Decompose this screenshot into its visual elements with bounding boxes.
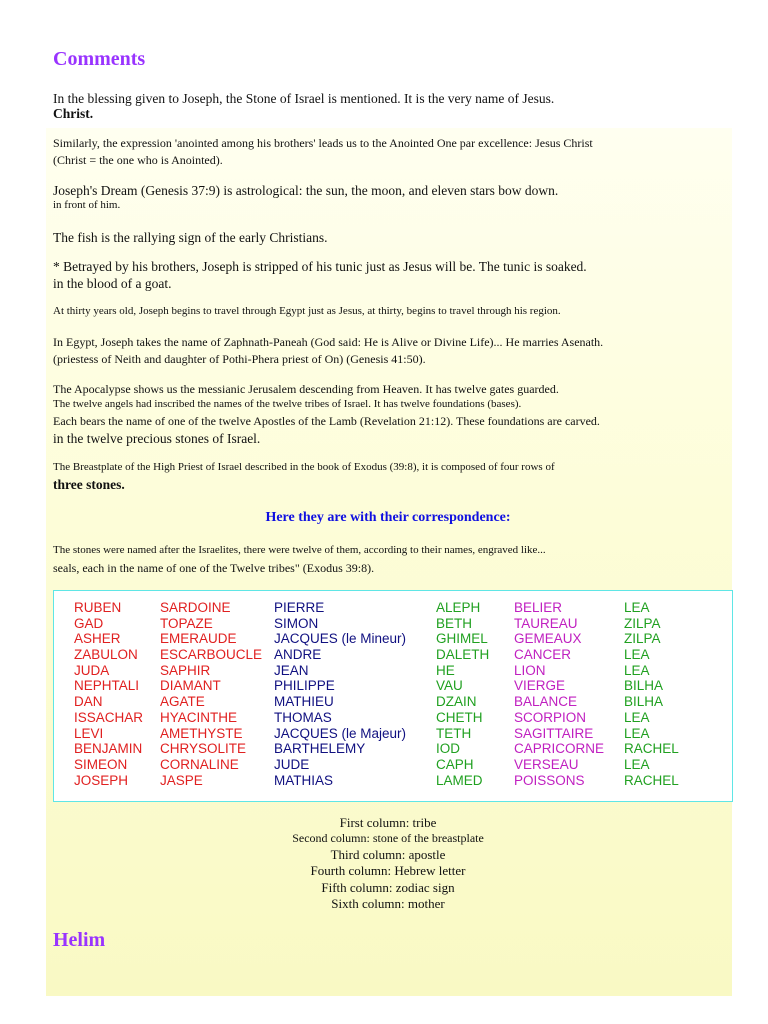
legend-line: Second column: stone of the breastplate	[292, 831, 484, 845]
table-cell: LEA	[624, 725, 650, 741]
table-cell: LEA	[624, 709, 650, 725]
table-cell: LAMED	[436, 772, 483, 788]
paragraph-text: * Betrayed by his brothers, Joseph is stripped of his tunic just as Jesus will be. The tunic is soaked.	[53, 259, 587, 274]
legend-line: Third column: apostle	[330, 847, 446, 862]
table-cell: LEA	[624, 647, 650, 663]
paragraph-text: seals, each in the name of one of the Twelve tribes" (Exodus 39:8).	[53, 561, 375, 575]
table-cell: HYACINTHE	[160, 709, 238, 725]
table-cell: DIAMANT	[160, 678, 221, 694]
legend-line: Fifth column: zodiac sign	[321, 880, 455, 895]
paragraph-text: in the twelve precious stones of Israel.	[53, 431, 261, 446]
comments-heading: Comments	[53, 48, 146, 70]
table-cell: TAUREAU	[514, 615, 578, 631]
table-cell: VERSEAU	[514, 756, 579, 772]
table-cell: BARTHELEMY	[274, 741, 366, 757]
table-cell: LEA	[624, 600, 650, 615]
table-cell: SIMON	[274, 615, 319, 631]
table-cell: NEPHTALI	[74, 678, 140, 694]
table-cell: JEAN	[274, 662, 309, 678]
table-cell: LION	[514, 662, 546, 678]
paragraph-text: three stones.	[53, 477, 125, 492]
helim-heading: Helim	[53, 929, 106, 951]
table-cell: SARDOINE	[160, 600, 231, 615]
table-cell: RACHEL	[624, 772, 679, 788]
zodiac-column	[514, 600, 604, 788]
hebrew-letters-column	[436, 600, 489, 788]
table-cell: JACQUES (le Majeur)	[274, 725, 407, 741]
table-cell: AGATE	[160, 694, 205, 710]
table-cell: LEA	[624, 662, 650, 678]
table-cell: ZILPA	[624, 615, 661, 631]
table-cell: ZABULON	[74, 647, 138, 663]
table-cell: GAD	[74, 615, 104, 631]
stones-column	[160, 600, 262, 788]
legend-line: Fourth column: Hebrew letter	[310, 863, 466, 878]
table-cell: JUDE	[274, 756, 310, 772]
paragraph-text: At thirty years old, Joseph begins to travel through Egypt just as Jesus, at thirty, begins to travel through his region.	[53, 305, 561, 317]
table-cell: AMETHYSTE	[160, 725, 243, 741]
table-cell: POISSONS	[514, 772, 585, 788]
intro-line-bold: Christ.	[53, 106, 94, 121]
table-cell: CORNALINE	[160, 756, 239, 772]
table-cell: DALETH	[436, 647, 490, 663]
table-cell: SCORPION	[514, 709, 587, 725]
paragraph-text: in front of him.	[53, 199, 121, 211]
legend-line: Sixth column: mother	[331, 896, 445, 911]
table-cell: BETH	[436, 615, 473, 631]
table-cell: JACQUES (le Mineur)	[274, 631, 407, 647]
table-cell: HE	[436, 662, 455, 678]
table-cell: ASHER	[74, 631, 121, 647]
tribes-column	[74, 600, 143, 788]
mothers-column	[624, 600, 679, 788]
intro-line: In the blessing given to Joseph, the Stone of Israel is mentioned. It is the very name of Jesus.	[53, 91, 555, 106]
paragraph-text: The stones were named after the Israelites, there were twelve of them, according to their names, engraved like...	[53, 544, 546, 556]
table-cell: THOMAS	[274, 709, 332, 725]
table-cell: ALEPH	[436, 600, 481, 615]
apostles-column	[274, 600, 406, 788]
table-cell: CHETH	[436, 709, 483, 725]
table-cell: SAPHIR	[160, 662, 211, 678]
table-cell: BELIER	[514, 600, 563, 615]
table-cell: ZILPA	[624, 631, 661, 647]
table-cell: SAGITTAIRE	[514, 725, 594, 741]
table-cell: JOSEPH	[74, 772, 129, 788]
paragraph-text: (Christ = the one who is Anointed).	[53, 153, 223, 167]
table-cell: CAPH	[436, 756, 474, 772]
legend-line: First column: tribe	[339, 815, 437, 830]
table-cell: VAU	[436, 678, 463, 694]
table-cell: ISSACHAR	[74, 709, 144, 725]
table-cell: JASPE	[160, 772, 203, 788]
paragraph-text: In Egypt, Joseph takes the name of Zaphnath-Paneah (God said: He is Alive or Divine Life)... He marries Asenath.	[53, 335, 604, 349]
table-cell: MATHIAS	[274, 772, 334, 788]
table-cell: GEMEAUX	[514, 631, 582, 647]
table-cell: ESCARBOUCLE	[160, 647, 263, 663]
paragraph-text: The twelve angels had inscribed the names of the twelve tribes of Israel. It has twelve foundations (bases).	[53, 398, 522, 410]
paragraph-text: The Apocalypse shows us the messianic Jerusalem descending from Heaven. It has twelve gates guarded.	[53, 382, 559, 396]
table-cell: BALANCE	[514, 694, 578, 710]
table-cell: MATHIEU	[274, 694, 334, 710]
table-cell: PHILIPPE	[274, 678, 335, 694]
table-cell: SIMEON	[74, 756, 128, 772]
paragraph-text: The Breastplate of the High Priest of Israel described in the book of Exodus (39:8), it is composed of four rows of	[53, 461, 555, 473]
table-cell: LEVI	[74, 725, 104, 741]
paragraph-text: in the blood of a goat.	[53, 276, 172, 291]
correspondence-heading: Here they are with their correspondence:	[265, 510, 511, 525]
paragraph-text: The fish is the rallying sign of the early Christians.	[53, 230, 328, 245]
table-cell: BILHA	[624, 694, 664, 710]
correspondence-table	[53, 590, 733, 802]
table-cell: ANDRE	[274, 647, 322, 663]
table-cell: JUDA	[74, 662, 110, 678]
table-cell: VIERGE	[514, 678, 566, 694]
table-cell: EMERAUDE	[160, 631, 237, 647]
table-cell: TETH	[436, 725, 472, 741]
table-cell: BILHA	[624, 678, 664, 694]
table-cell: GHIMEL	[436, 631, 488, 647]
paragraph-text: Each bears the name of one of the twelve Apostles of the Lamb (Revelation 21:12). These foundations are carved.	[53, 414, 600, 428]
table-cell: LEA	[624, 756, 650, 772]
table-cell: CANCER	[514, 647, 572, 663]
table-cell: TOPAZE	[160, 615, 213, 631]
paragraph-text: Joseph's Dream (Genesis 37:9) is astrological: the sun, the moon, and eleven stars bow down.	[53, 183, 559, 198]
paragraph-text: Similarly, the expression 'anointed among his brothers' leads us to the Anointed One par excellence: Jesus Christ	[53, 136, 593, 150]
table-cell: RUBEN	[74, 600, 122, 615]
table-cell: RACHEL	[624, 741, 679, 757]
table-cell: BENJAMIN	[74, 741, 143, 757]
paragraph-text: (priestess of Neith and daughter of Pothi-Phera priest of On) (Genesis 41:50).	[53, 352, 426, 366]
table-cell: CAPRICORNE	[514, 741, 605, 757]
table-cell: CHRYSOLITE	[160, 741, 247, 757]
table-cell: DZAIN	[436, 694, 477, 710]
table-cell: PIERRE	[274, 600, 325, 615]
table-cell: DAN	[74, 694, 103, 710]
table-cell: IOD	[436, 741, 461, 757]
